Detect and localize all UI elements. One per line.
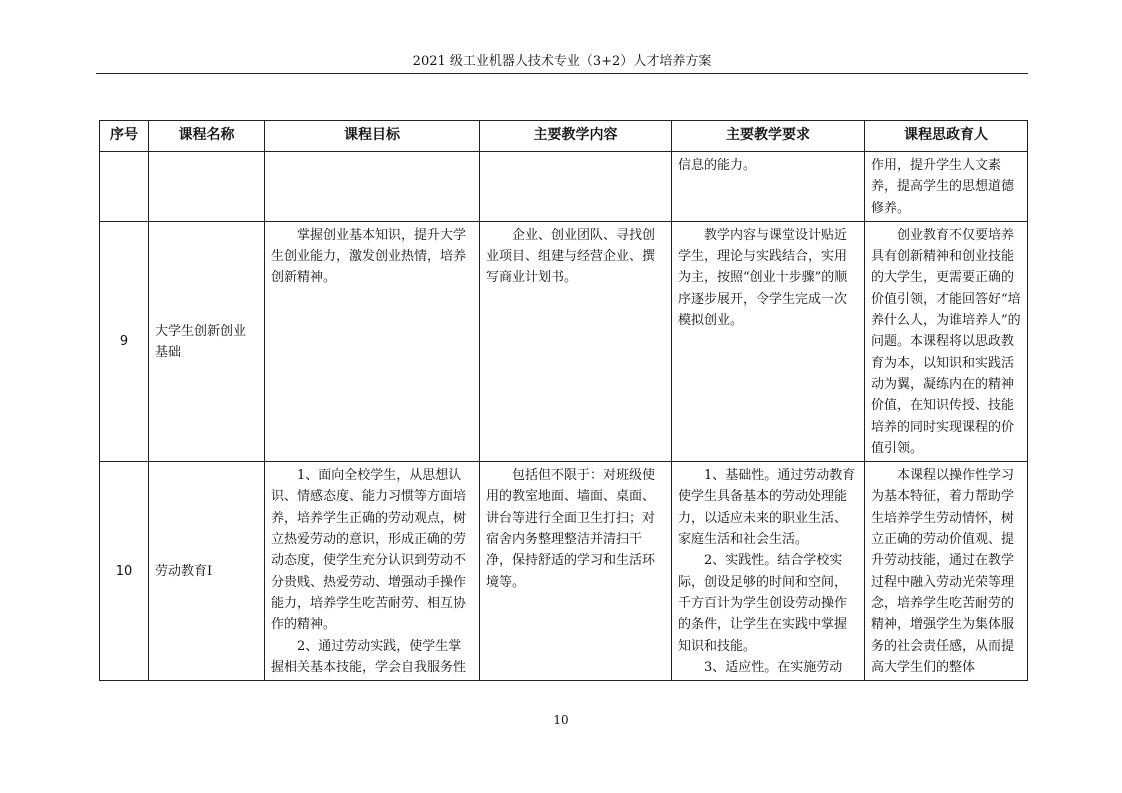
requirement-paragraph: 信息的能力。 xyxy=(678,158,757,173)
ideology-paragraph: 作用，提升学生人文素养，提高学生的思想道德修养。 xyxy=(871,158,1015,216)
course-ideology xyxy=(865,462,1028,681)
course-objective xyxy=(265,152,480,222)
ideology-paragraph: 创业教育不仅要培养具有创新精神和创业技能的大学生，更需要正确的价值引领，才能回答好“培养什么人，为谁培养人”的问题。本课程将以思政教育为本，以知识和实践活动为翼，凝练内在的精神价值，在知识传授、技能培养的同时实现课程的价值引领。 xyxy=(871,227,1021,456)
course-ideology xyxy=(865,152,1028,222)
table-row xyxy=(100,221,1028,461)
course-requirement xyxy=(672,221,865,461)
course-ideology xyxy=(865,221,1028,461)
column-header-objective: 课程目标 xyxy=(265,121,480,152)
course-name: 劳动教育Ⅰ xyxy=(149,462,265,681)
course-content xyxy=(480,152,672,222)
course-content xyxy=(480,462,672,681)
course-content xyxy=(480,221,672,461)
requirement-paragraph: 1、基础性。通过劳动教育使学生具备基本的劳动处理能力，以适应未来的职业生活、家庭生活和社会生活。 xyxy=(678,468,856,548)
column-header-ideology: 课程思政育人 xyxy=(865,121,1028,152)
column-header-course-name: 课程名称 xyxy=(149,121,265,152)
content-paragraph: 包括但不限于：对班级使用的教室地面、墙面、桌面、讲台等进行全面卫生打扫；对宿舍内务整理整洁并清扫干净，保持舒适的学习和生活环境等。 xyxy=(486,468,656,590)
course-objective xyxy=(265,221,480,461)
objective-paragraph: 掌握创业基本知识，提升大学生创业能力，激发创业热情，培养创新精神。 xyxy=(271,227,467,286)
content-paragraph: 企业、创业团队、寻找创业项目、组建与经营企业、撰写商业计划书。 xyxy=(486,227,656,286)
column-header-content: 主要教学内容 xyxy=(480,121,672,152)
course-number: 9 xyxy=(100,221,149,461)
objective-paragraph: 1、面向全校学生，从思想认识、情感态度、能力习惯等方面培养，培养学生正确的劳动观点，树立热爱劳动的意识，形成正确的劳动态度，使学生充分认识到劳动不分贵贱、热爱劳动、增强动手操作能力，培养学生吃苦耐劳、相互协作的精神。 xyxy=(271,468,467,633)
table-row xyxy=(100,152,1028,222)
column-header-requirement: 主要教学要求 xyxy=(672,121,865,152)
course-requirement xyxy=(672,462,865,681)
table-row xyxy=(100,462,1028,681)
course-name xyxy=(149,152,265,222)
course-number: 10 xyxy=(100,462,149,681)
objective-paragraph: 2、通过劳动实践，使学生掌握相关基本技能，学会自我服务性 xyxy=(271,638,467,675)
requirement-paragraph: 3、适应性。在实施劳动 xyxy=(704,659,843,675)
requirement-paragraph: 2、实践性。结合学校实际，创设足够的时间和空间，千方百计为学生创设劳动操作的条件，让学生在实践中掌握知识和技能。 xyxy=(678,553,848,654)
page-header: 2021 级工业机器人技术专业（3+2）人才培养方案 xyxy=(412,54,712,69)
course-requirement xyxy=(672,152,865,222)
table-header-row xyxy=(100,121,1028,152)
page-number: 10 xyxy=(553,713,569,727)
ideology-paragraph: 本课程以操作性学习为基本特征，着力帮助学生培养学生劳动情怀，树立正确的劳动价值观、提升劳动技能，通过在教学过程中融入劳动光荣等理念，培养学生吃苦耐劳的精神，增强学生为集体服务的社会责任感，从而提高大学生们的整体 xyxy=(871,468,1015,675)
requirement-paragraph: 教学内容与课堂设计贴近学生，理论与实践结合，实用为主，按照“创业十步骤”的顺序逐步展开，令学生完成一次模拟创业。 xyxy=(678,227,848,329)
course-name: 大学生创新创业基础 xyxy=(149,221,265,461)
column-header-number: 序号 xyxy=(100,121,149,152)
header-rule xyxy=(96,73,1028,74)
course-number xyxy=(100,152,149,222)
course-objective xyxy=(265,462,480,681)
curriculum-table xyxy=(99,120,1028,681)
